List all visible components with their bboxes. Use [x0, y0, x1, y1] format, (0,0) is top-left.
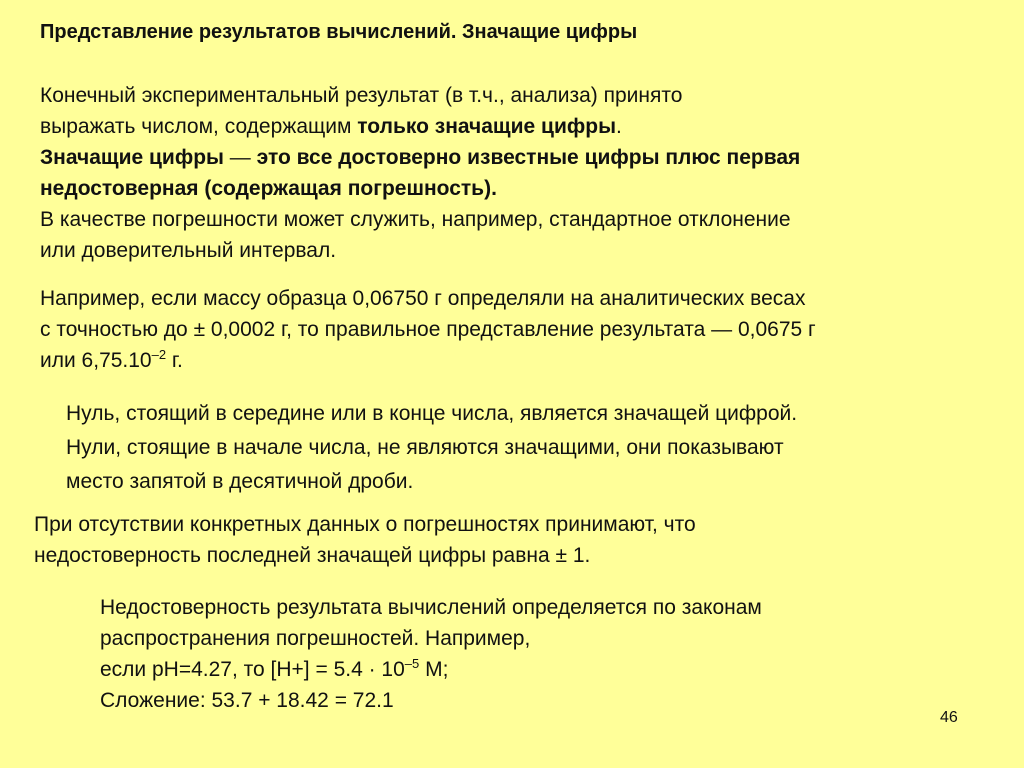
propagation-line-1: Недостоверность результата вычислений определяется по законам: [100, 596, 762, 619]
intro-line-6: или доверительный интервал.: [40, 239, 337, 262]
example-line-3: [40, 345, 1010, 376]
example-paragraph: [40, 283, 1010, 376]
example-line-3-unit: г.: [166, 349, 183, 372]
ph-example-unit: M;: [419, 658, 449, 681]
example-line-2: с точностью до ± 0,0002 г, то правильное представление результата — 0,0675 г: [40, 318, 816, 341]
zeros-line-1: Нуль, стоящий в середине или в конце числа, является значащей цифрой.: [66, 402, 798, 425]
intro-line-2-bold: только значащие цифры: [357, 115, 617, 138]
definition-line-2: [40, 173, 1010, 204]
uncertainty-paragraph: [34, 509, 994, 571]
example-line-3-text: или 6,75.10: [40, 349, 152, 372]
propagation-paragraph: [100, 592, 980, 716]
zeros-paragraph: [66, 397, 1006, 499]
intro-line-2-end: .: [616, 115, 622, 138]
intro-line-2-text: выражать числом, содержащим: [40, 115, 358, 138]
uncertainty-line-1: При отсутствии конкретных данных о погрешностях принимают, что: [34, 513, 696, 536]
intro-line-2: [40, 111, 1010, 142]
slide-title: Представление результатов вычислений. Значащие цифры: [40, 21, 638, 43]
definition-line-1: [40, 142, 1010, 173]
zeros-line-3: место запятой в десятичной дроби.: [66, 470, 414, 493]
zeros-line-2: Нули, стоящие в начале числа, не являются значащими, они показывают: [66, 436, 784, 459]
example-line-1: Например, если массу образца 0,06750 г определяли на аналитических весах: [40, 287, 806, 310]
intro-line-5: В качестве погрешности может служить, например, стандартное отклонение: [40, 208, 791, 231]
propagation-line-2: распространения погрешностей. Например,: [100, 627, 531, 650]
uncertainty-line-2: недостоверность последней значащей цифры равна ± 1.: [34, 544, 591, 567]
intro-paragraph: [40, 80, 1010, 266]
ph-example-text: если pH=4.27, то [H+] = 5.4 · 10: [100, 658, 405, 681]
definition-text-2: недостоверная (содержащая погрешность).: [40, 177, 497, 200]
definition-text: это все достоверно известные цифры плюс первая: [256, 146, 801, 169]
propagation-line-4: Сложение: 53.7 + 18.42 = 72.1: [100, 689, 394, 712]
intro-line-1: Конечный экспериментальный результат (в т.ч., анализа) принято: [40, 84, 683, 107]
definition-dash: —: [223, 146, 257, 169]
page-number: 46: [940, 709, 958, 726]
ph-example-exponent: –5: [404, 656, 420, 671]
definition-term: Значащие цифры: [40, 146, 224, 169]
propagation-line-3: [100, 654, 980, 685]
example-exponent: –2: [151, 347, 167, 362]
